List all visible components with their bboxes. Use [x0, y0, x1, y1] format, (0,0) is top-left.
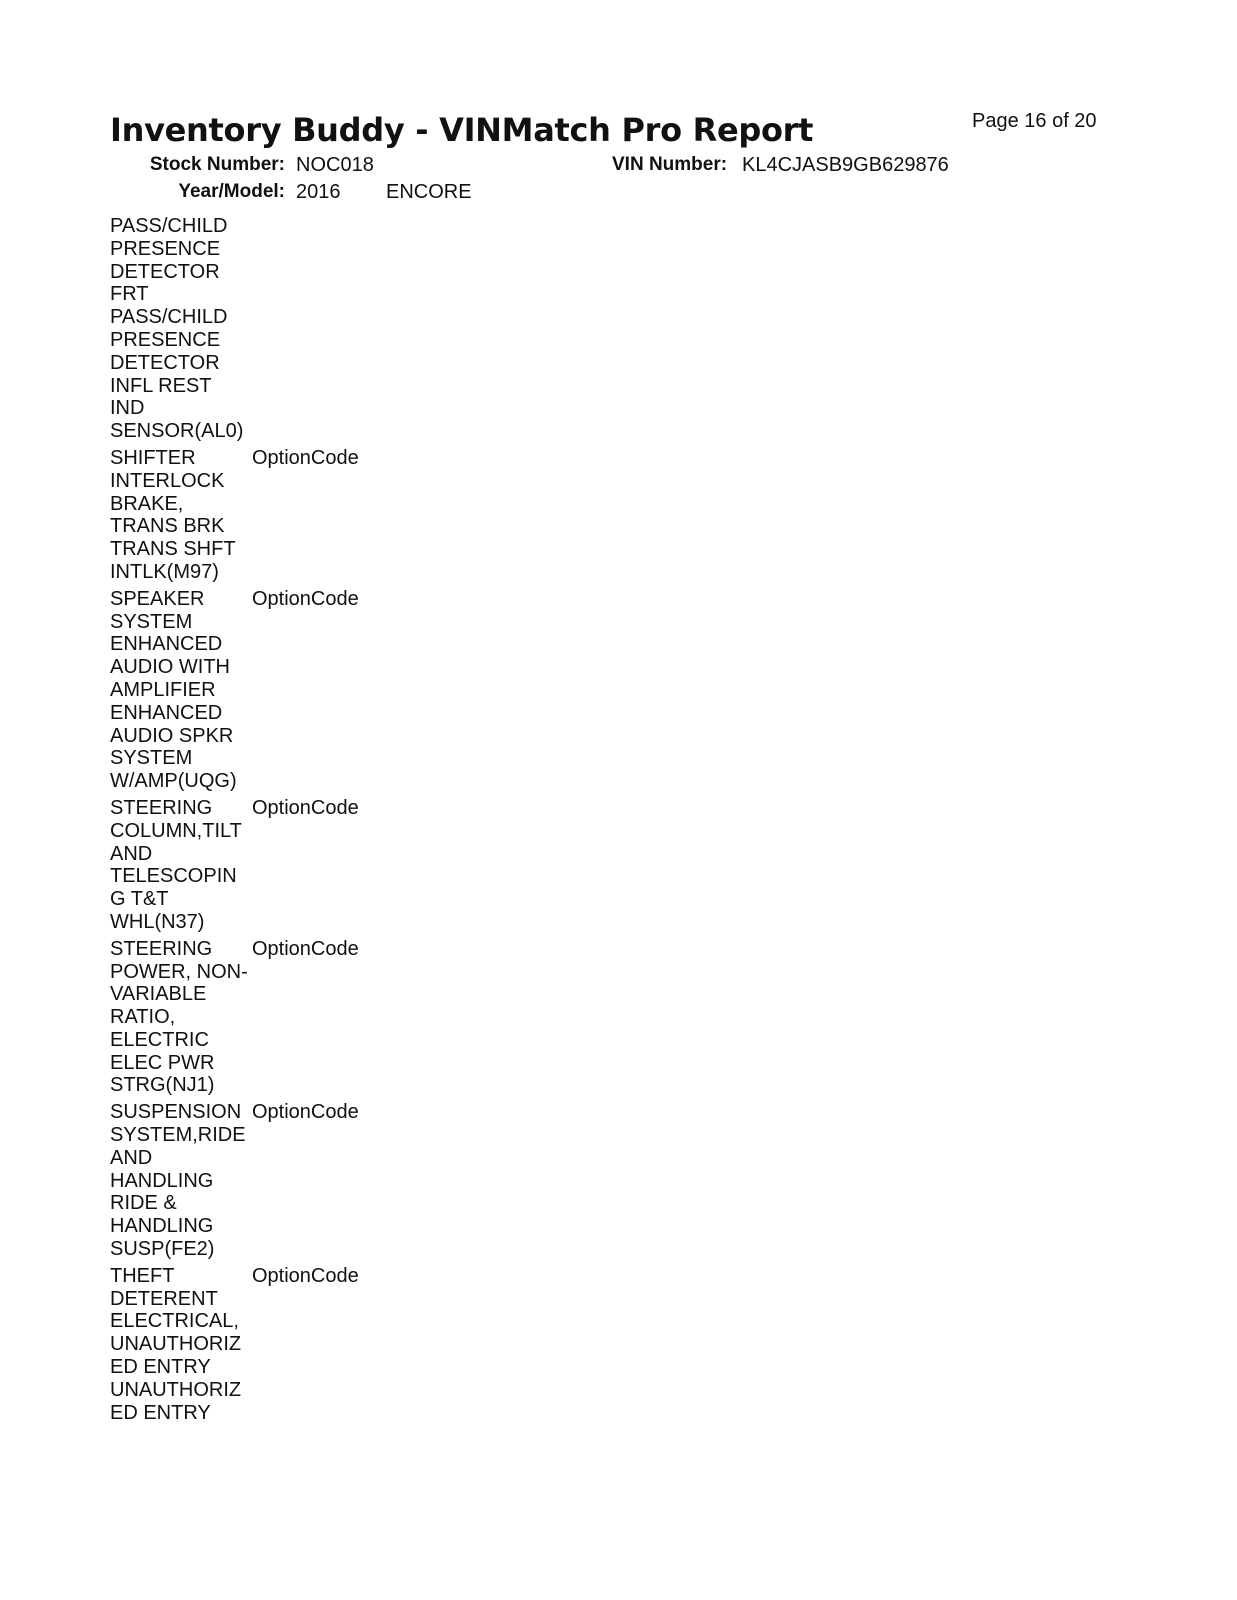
option-description: THEFT DETERENT ELECTRICAL, UNAUTHORIZ ED ENTRY UNAUTHORIZ ED ENTRY	[110, 1264, 242, 1424]
option-description: PASS/CHILD PRESENCE DETECTOR FRT PASS/CHILD PRESENCE DETECTOR INFL REST IND SENSOR(AL0)	[110, 215, 244, 443]
option-type: OptionCode	[252, 796, 359, 819]
option-row	[110, 1265, 359, 1425]
option-description: STEERING COLUMN,TILT AND TELESCOPIN G T&T WHL(N37)	[110, 796, 242, 933]
year-value: 2016	[296, 181, 341, 203]
report-title: Inventory Buddy - VINMatch Pro Report	[110, 111, 814, 149]
stock-number-label: Stock Number:	[149, 154, 285, 175]
option-type: OptionCode	[252, 937, 359, 960]
option-type: OptionCode	[252, 446, 359, 469]
option-description: SUSPENSION SYSTEM,RIDE AND HANDLING RIDE & HANDLING SUSP(FE2)	[110, 1101, 246, 1261]
option-type: OptionCode	[252, 1264, 359, 1287]
option-type: OptionCode	[252, 587, 359, 610]
model-value: ENCORE	[386, 181, 472, 203]
option-description: SPEAKER SYSTEM ENHANCED AUDIO WITH AMPLIFIER ENHANCED AUDIO SPKR SYSTEM W/AMP(UQG)	[110, 587, 237, 793]
year-model-label: Year/Model:	[178, 181, 285, 202]
stock-number-value: NOC018	[296, 154, 374, 176]
option-row	[110, 215, 359, 443]
option-description: SHIFTER INTERLOCK BRAKE, TRANS BRK TRANS SHFT INTLK(M97)	[110, 446, 236, 583]
option-row	[110, 447, 359, 584]
option-row	[110, 797, 359, 934]
vin-number-label: VIN Number:	[612, 154, 728, 175]
option-row	[110, 938, 359, 1098]
vin-number-value: KL4CJASB9GB629876	[742, 154, 949, 176]
page-number: Page 16 of 20	[972, 110, 1097, 132]
option-description: STEERING POWER, NON- VARIABLE RATIO, ELECTRIC ELEC PWR STRG(NJ1)	[110, 937, 248, 1097]
option-row	[110, 1101, 359, 1261]
option-type: OptionCode	[252, 1101, 359, 1124]
options-list	[110, 215, 359, 1428]
option-row	[110, 588, 359, 793]
